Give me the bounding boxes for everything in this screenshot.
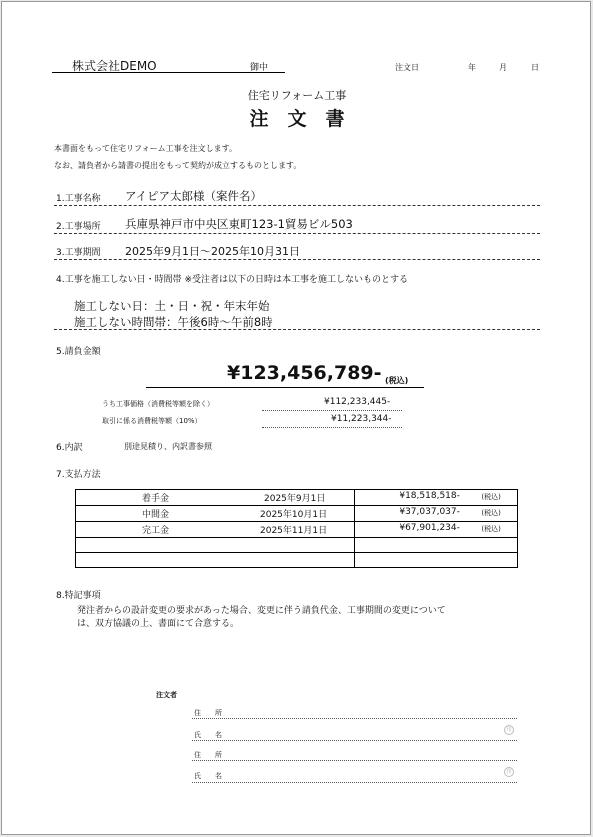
order-date-day: 日 xyxy=(531,63,539,72)
payment-table xyxy=(75,489,518,568)
orderer-1-address-label: 住 所 xyxy=(194,709,222,717)
payment-tax: (税込) xyxy=(481,493,501,501)
payment-date: 2025年10月1日 xyxy=(260,510,328,520)
breakdown-label: 6.内訳 xyxy=(56,443,83,453)
payment-name: 着手金 xyxy=(142,494,170,504)
table-row xyxy=(76,553,518,568)
orderer-2-address-line xyxy=(192,760,517,761)
company-name: 株式会社DEMO xyxy=(72,59,157,73)
payment-date: 2025年9月1日 xyxy=(264,494,326,504)
no-work-days: 施工しない日：土・日・祝・年末年始 xyxy=(74,299,270,313)
intro-line-2: なお、請負者から請書の提出をもって契約が成立するものとします。 xyxy=(54,161,302,170)
tax-amount-value: ¥11,223,344- xyxy=(331,414,392,424)
special-notes-label: 8.特記事項 xyxy=(56,591,101,601)
payment-tax: (税込) xyxy=(481,525,501,533)
contract-amount-underline xyxy=(146,387,424,388)
payment-name: 完工金 xyxy=(142,526,170,536)
construction-place-label: 2.工事場所 xyxy=(56,222,101,232)
no-work-hours: 施工しない時間帯：午後6時～午前8時 xyxy=(74,315,273,329)
special-notes-line-1: 発注者からの設計変更の要求があった場合、変更に伴う請負代金、工事期間の変更について xyxy=(77,606,446,616)
construction-name-underline xyxy=(54,205,540,206)
table-row xyxy=(76,538,518,553)
construction-name-label: 1.工事名称 xyxy=(56,194,101,204)
construction-place-underline xyxy=(54,233,540,234)
orderer-1-name-line xyxy=(192,740,517,741)
breakdown-value: 別途見積り、内訳書参照 xyxy=(124,442,212,451)
special-notes-line-2: は、双方協議の上、書面にて合意する。 xyxy=(77,619,240,629)
work-price-label: うち工事価格（消費税等額を除く） xyxy=(102,400,214,408)
tax-amount-underline xyxy=(262,427,402,428)
payment-method-label: 7.支払方法 xyxy=(56,470,101,480)
payment-name: 中間金 xyxy=(142,510,170,520)
orderer-2-name-line xyxy=(192,782,517,783)
contract-amount-tax-incl: (税込) xyxy=(385,376,409,385)
payment-date: 2025年11月1日 xyxy=(260,526,328,536)
orderer-1-seal-icon: 印 xyxy=(504,725,514,735)
order-date-month: 月 xyxy=(499,63,507,72)
contract-amount-total: ¥123,456,789- xyxy=(227,362,382,384)
table-row xyxy=(76,490,518,506)
construction-place-value: 兵庫県神戸市中央区東町123-1貿易ビル503 xyxy=(125,217,353,231)
orderer-2-name-label: 氏 名 xyxy=(194,772,222,780)
construction-period-value: 2025年9月1日～2025年10月31日 xyxy=(125,245,300,258)
contract-amount-label: 5.請負金額 xyxy=(56,347,101,357)
table-row xyxy=(76,506,518,522)
orderer-label: 注文者 xyxy=(156,691,177,699)
construction-period-underline xyxy=(54,259,540,260)
order-date-year: 年 xyxy=(468,63,476,72)
orderer-2-seal-icon: 印 xyxy=(504,767,514,777)
payment-amount: ¥18,518,518- xyxy=(399,491,460,501)
orderer-2-address-label: 住 所 xyxy=(194,751,222,759)
construction-period-label: 3.工事期間 xyxy=(56,248,101,258)
orderer-1-address-line xyxy=(192,718,517,719)
intro-line-1: 本書面をもって住宅リフォーム工事を注文します。 xyxy=(54,144,237,153)
order-document-page xyxy=(1,1,591,835)
order-date-label: 注文日 xyxy=(395,63,419,72)
addressee-underline xyxy=(52,72,285,73)
payment-amount: ¥37,037,037- xyxy=(399,507,460,517)
document-title: 注 文 書 xyxy=(249,108,345,130)
work-price-underline xyxy=(262,410,402,411)
construction-name-value: アイピア太郎様（案件名） xyxy=(125,189,262,203)
no-work-underline xyxy=(54,329,540,330)
honorific: 御中 xyxy=(250,63,269,73)
payment-amount: ¥67,901,234- xyxy=(399,523,460,533)
table-row xyxy=(76,522,518,538)
no-work-label: 4.工事を施工しない日・時間帯 ※受注者は以下の日時は本工事を施工しないものとする xyxy=(56,275,408,285)
document-subtitle: 住宅リフォーム工事 xyxy=(247,89,347,102)
orderer-1-name-label: 氏 名 xyxy=(194,731,222,739)
work-price-value: ¥112,233,445- xyxy=(324,397,391,407)
tax-amount-label: 取引に係る消費税等額（10%） xyxy=(102,417,202,425)
payment-tax: (税込) xyxy=(481,509,501,517)
